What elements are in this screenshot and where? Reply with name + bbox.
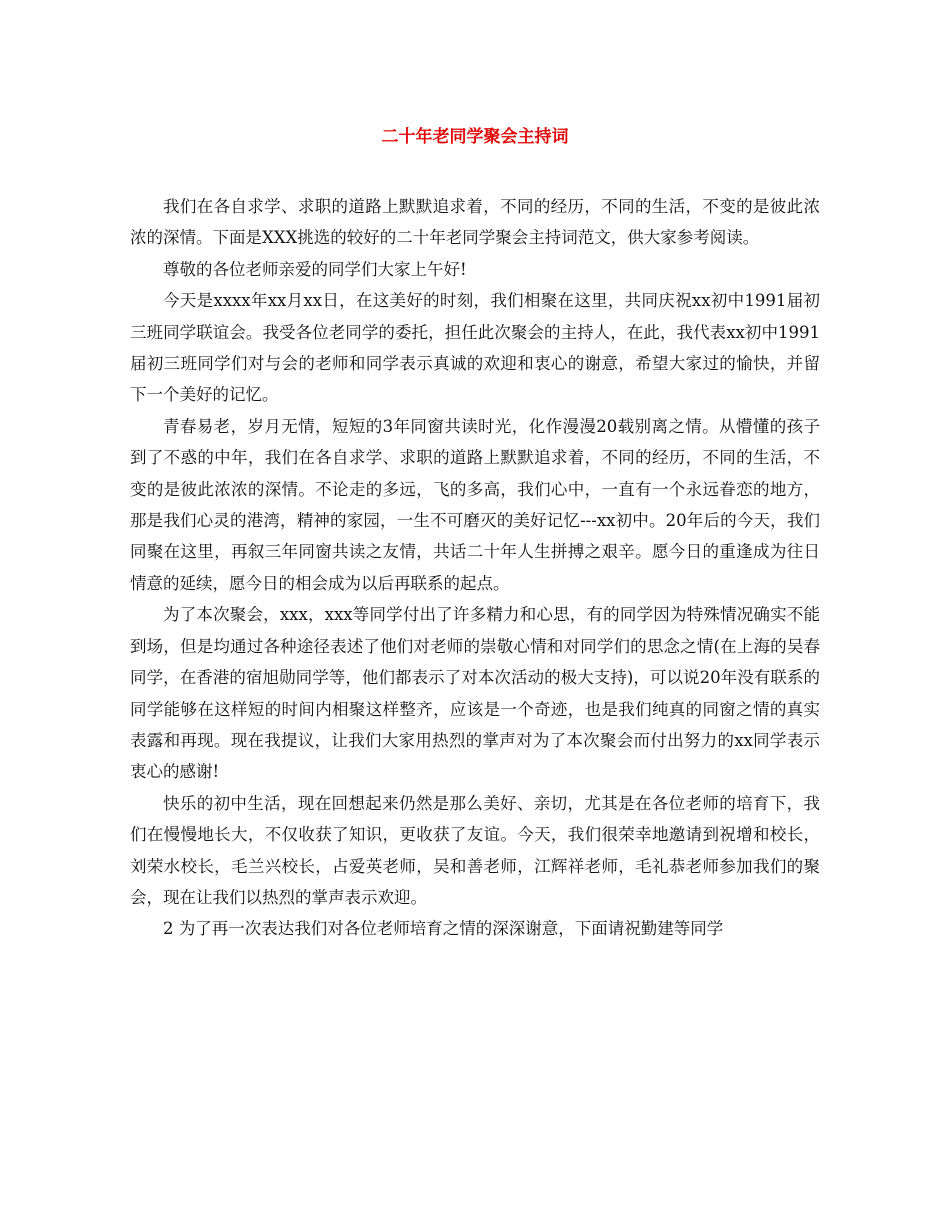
paragraph-next: 2 为了再一次表达我们对各位老师培育之情的深深谢意，下面请祝勤建等同学 [163,919,724,939]
paragraph-intro: 我们在各自求学、求职的道路上默默追求着，不同的经历，不同的生活，不变的是彼此浓浓的深情。下面是XXX挑选的较好的二十年老同学聚会主持词范文，供大家参考阅读。 [130,197,820,248]
document-title: 二十年老同学聚会主持词 [381,127,569,147]
paragraph-thanks: 为了本次聚会，xxx，xxx等同学付出了许多精力和心思，有的同学因为特殊情况确实不能到场，但是均通过各种途径表述了他们对老师的崇敬心情和对同学们的思念之情(在上海的吴春同学，在香港的宿旭勋同学等，他们都表示了对本次活动的极大支持)，可以说20年没有联系的同学能够在这样短的时间内相聚这样整齐，应该是一个奇迹，也是我们纯真的同窗之情的真实表露和再现。现在我提议，让我们大家用热烈的掌声对为了本次聚会而付出努力的xx同学表示衷心的感谢! [130,605,820,782]
paragraph-teachers: 快乐的初中生活，现在回想起来仍然是那么美好、亲切，尤其是在各位老师的培育下，我们在慢慢地长大，不仅收获了知识，更收获了友谊。今天，我们很荣幸地邀请到祝增和校长，刘荣水校长，毛兰兴校长，占爱英老师，吴和善老师，江辉祥老师，毛礼恭老师参加我们的聚会，现在让我们以热烈的掌声表示欢迎。 [130,793,820,907]
paragraph-memories: 青春易老，岁月无情，短短的3年同窗共读时光，化作漫漫20载别离之情。从懵懂的孩子到了不惑的中年，我们在各自求学、求职的道路上默默追求着，不同的经历，不同的生活，不变的是彼此浓浓的深情。不论走的多远，飞的多高，我们心中，一直有一个永远眷恋的地方，那是我们心灵的港湾，精神的家园，一生不可磨灭的美好记忆---xx初中。20年后的今天，我们同聚在这里，再叙三年同窗共读之友情，共话二十年人生拼搏之艰辛。愿今日的重逢成为往日情意的延续，愿今日的相会成为以后再联系的起点。 [130,416,820,593]
paragraph-greeting: 尊敬的各位老师亲爱的同学们大家上午好! [163,259,467,279]
paragraph-opening: 今天是xxxx年xx月xx日，在这美好的时刻，我们相聚在这里，共同庆祝xx初中1991届初三班同学联谊会。我受各位老同学的委托，担任此次聚会的主持人，在此，我代表xx初中1991届初三班同学们对与会的老师和同学表示真诚的欢迎和衷心的谢意，希望大家过的愉快，并留下一个美好的记忆。 [130,291,820,405]
document-body [130,191,820,945]
